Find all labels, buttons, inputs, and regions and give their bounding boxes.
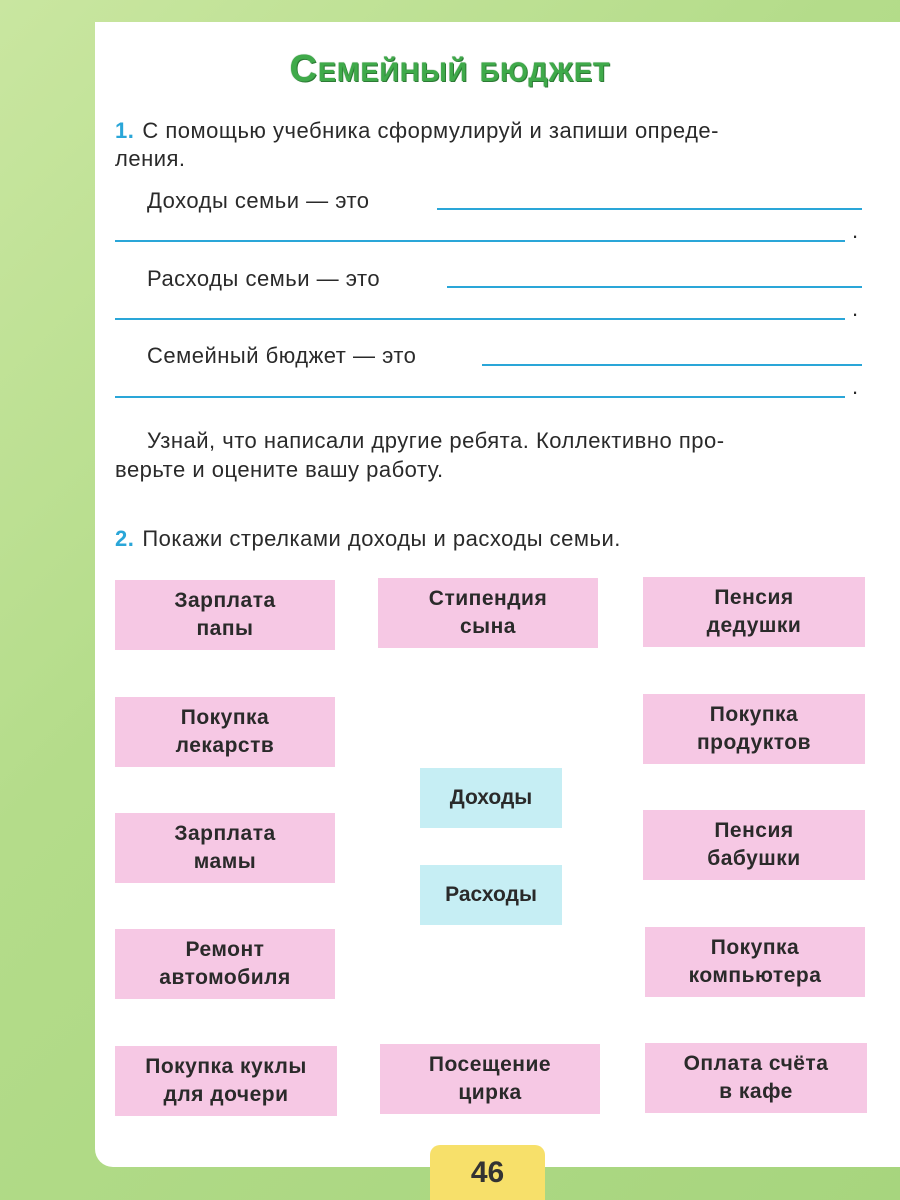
- budget-definition-label: Семейный бюджет — это: [147, 343, 417, 368]
- card-label: Оплата счёта в кафе: [683, 1052, 829, 1103]
- task1-instruction: [115, 116, 860, 146]
- expense-period: .: [852, 296, 859, 321]
- expense-answer-line-1[interactable]: [447, 286, 862, 288]
- card-buy-doll[interactable]: [115, 1046, 337, 1116]
- task1-number: 1.: [115, 118, 135, 143]
- card-label: Стипендия сына: [428, 587, 548, 638]
- expense-definition-label: Расходы семьи — это: [147, 266, 381, 291]
- card-scholarship-son[interactable]: [378, 578, 598, 648]
- card-label: Покупка компьютера: [688, 936, 822, 987]
- card-pension-grandmother[interactable]: [643, 810, 865, 880]
- card-label: Покупка куклы для дочери: [145, 1055, 307, 1106]
- card-buy-groceries[interactable]: [643, 694, 865, 764]
- expense-answer-line-2[interactable]: [115, 318, 845, 320]
- task2-instruction: [115, 524, 621, 554]
- card-circus-visit[interactable]: [380, 1044, 600, 1114]
- card-car-repair[interactable]: [115, 929, 335, 999]
- card-salary-father[interactable]: [115, 580, 335, 650]
- task2-text: Покажи стрелками доходы и расходы семьи.: [142, 526, 621, 551]
- task1-text-line1: С помощью учебника сформулируй и запиши опреде-: [142, 118, 719, 143]
- budget-answer-line-2[interactable]: [115, 396, 845, 398]
- budget-period: .: [852, 374, 859, 399]
- card-label: Пенсия бабушки: [707, 819, 801, 870]
- check-instruction-line1: Узнай, что написали другие ребята. Коллективно про-: [147, 428, 725, 453]
- card-cafe-bill[interactable]: [645, 1043, 867, 1113]
- check-instruction-line2: верьте и оцените вашу работу.: [115, 457, 444, 482]
- income-definition-label: Доходы семьи — это: [147, 188, 370, 213]
- income-answer-line-2[interactable]: [115, 240, 845, 242]
- income-period: .: [852, 218, 859, 243]
- card-label: Зарплата папы: [174, 589, 276, 640]
- income-box[interactable]: Доходы: [420, 768, 562, 828]
- card-label: Посещение цирка: [428, 1053, 552, 1104]
- card-label: Пенсия дедушки: [706, 586, 802, 637]
- card-label: Покупка продуктов: [696, 703, 812, 754]
- task1-text-line2: ления.: [115, 146, 186, 171]
- card-pension-grandfather[interactable]: [643, 577, 865, 647]
- card-buy-computer[interactable]: [645, 927, 865, 997]
- income-answer-line-1[interactable]: [437, 208, 862, 210]
- card-label: Зарплата мамы: [174, 822, 276, 873]
- page-title: Семейный бюджет: [289, 48, 611, 90]
- page-number: 46: [430, 1145, 545, 1200]
- budget-answer-line-1[interactable]: [482, 364, 862, 366]
- expense-box[interactable]: Расходы: [420, 865, 562, 925]
- card-buy-medicine[interactable]: [115, 697, 335, 767]
- task2-number: 2.: [115, 526, 135, 551]
- card-salary-mother[interactable]: [115, 813, 335, 883]
- card-label: Ремонт автомобиля: [159, 938, 291, 989]
- card-label: Покупка лекарств: [175, 706, 275, 757]
